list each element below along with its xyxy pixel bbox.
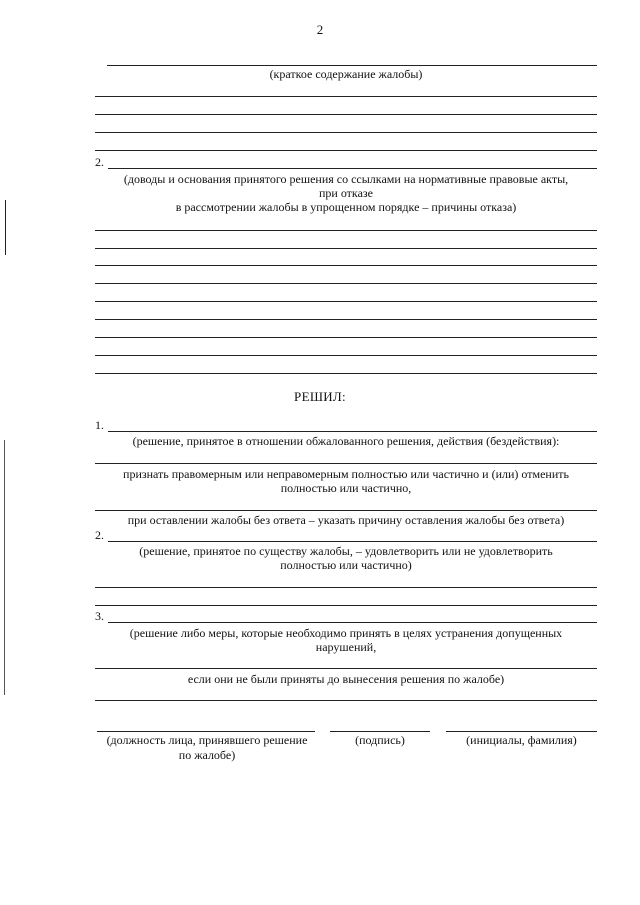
signature-line[interactable] — [330, 731, 430, 732]
name-caption: (инициалы, фамилия) — [466, 733, 577, 747]
blank-line[interactable] — [95, 373, 597, 374]
decision-1-caption: (решение, принятое в отношении обжалованного решения, действия (бездействия): — [132, 434, 560, 448]
decision-heading: РЕШИЛ: — [294, 389, 346, 404]
page-number: 2 — [316, 22, 324, 37]
blank-line[interactable] — [95, 463, 597, 464]
decision-3-caption: (решение либо меры, которые необходимо принять в целях устранения допущенных — [129, 626, 563, 640]
blank-line[interactable] — [95, 301, 597, 302]
signature-caption: (подпись) — [355, 733, 405, 747]
blank-line[interactable] — [95, 248, 597, 249]
decision-2-line[interactable] — [108, 541, 597, 542]
complaint-summary-caption: (краткое содержание жалобы) — [269, 67, 423, 81]
blank-line[interactable] — [95, 150, 597, 151]
blank-line[interactable] — [95, 668, 597, 669]
section-2-caption: при отказе — [319, 186, 373, 200]
blank-line[interactable] — [95, 510, 597, 511]
section-2-line[interactable] — [108, 168, 597, 169]
blank-line[interactable] — [95, 355, 597, 356]
decision-2-caption: полностью или частично) — [280, 558, 412, 572]
decision-1-caption: полностью или частично, — [280, 481, 412, 495]
blank-line[interactable] — [95, 132, 597, 133]
decision-3-caption: нарушений, — [315, 640, 377, 654]
decision-1-line[interactable] — [108, 431, 597, 432]
complaint-summary-line[interactable] — [107, 65, 597, 66]
decision-3-line[interactable] — [108, 622, 597, 623]
blank-line[interactable] — [95, 605, 597, 606]
decision-1-caption: при оставлении жалобы без ответа – указать причину оставления жалобы без ответа) — [127, 513, 565, 527]
blank-line[interactable] — [95, 265, 597, 266]
blank-line[interactable] — [95, 700, 597, 701]
decision-1-number: 1. — [95, 418, 104, 432]
name-line[interactable] — [446, 731, 597, 732]
section-2-caption: в рассмотрении жалобы в упрощенном порядке – причины отказа) — [175, 200, 517, 214]
decision-2-number: 2. — [95, 528, 104, 542]
blank-line[interactable] — [95, 230, 597, 231]
decision-3-number: 3. — [95, 609, 104, 623]
section-2-number: 2. — [95, 155, 104, 169]
decision-1-caption: признать правомерным или неправомерным полностью или частично и (или) отменить — [123, 467, 569, 481]
scan-edge-mark — [4, 440, 5, 695]
blank-line[interactable] — [95, 337, 597, 338]
scan-edge-mark — [5, 200, 6, 255]
decision-2-caption: (решение, принятое по существу жалобы, – удовлетворить или не удовлетворить — [139, 544, 553, 558]
position-caption: по жалобе) — [178, 748, 236, 762]
position-caption: (должность лица, принявшего решение — [106, 733, 308, 747]
blank-line[interactable] — [95, 96, 597, 97]
blank-line[interactable] — [95, 319, 597, 320]
blank-line[interactable] — [95, 587, 597, 588]
section-2-caption: (доводы и основания принятого решения со ссылками на нормативные правовые акты, — [123, 172, 569, 186]
decision-3-caption: если они не были приняты до вынесения решения по жалобе) — [187, 672, 505, 686]
position-line[interactable] — [97, 731, 315, 732]
blank-line[interactable] — [95, 283, 597, 284]
blank-line[interactable] — [95, 114, 597, 115]
